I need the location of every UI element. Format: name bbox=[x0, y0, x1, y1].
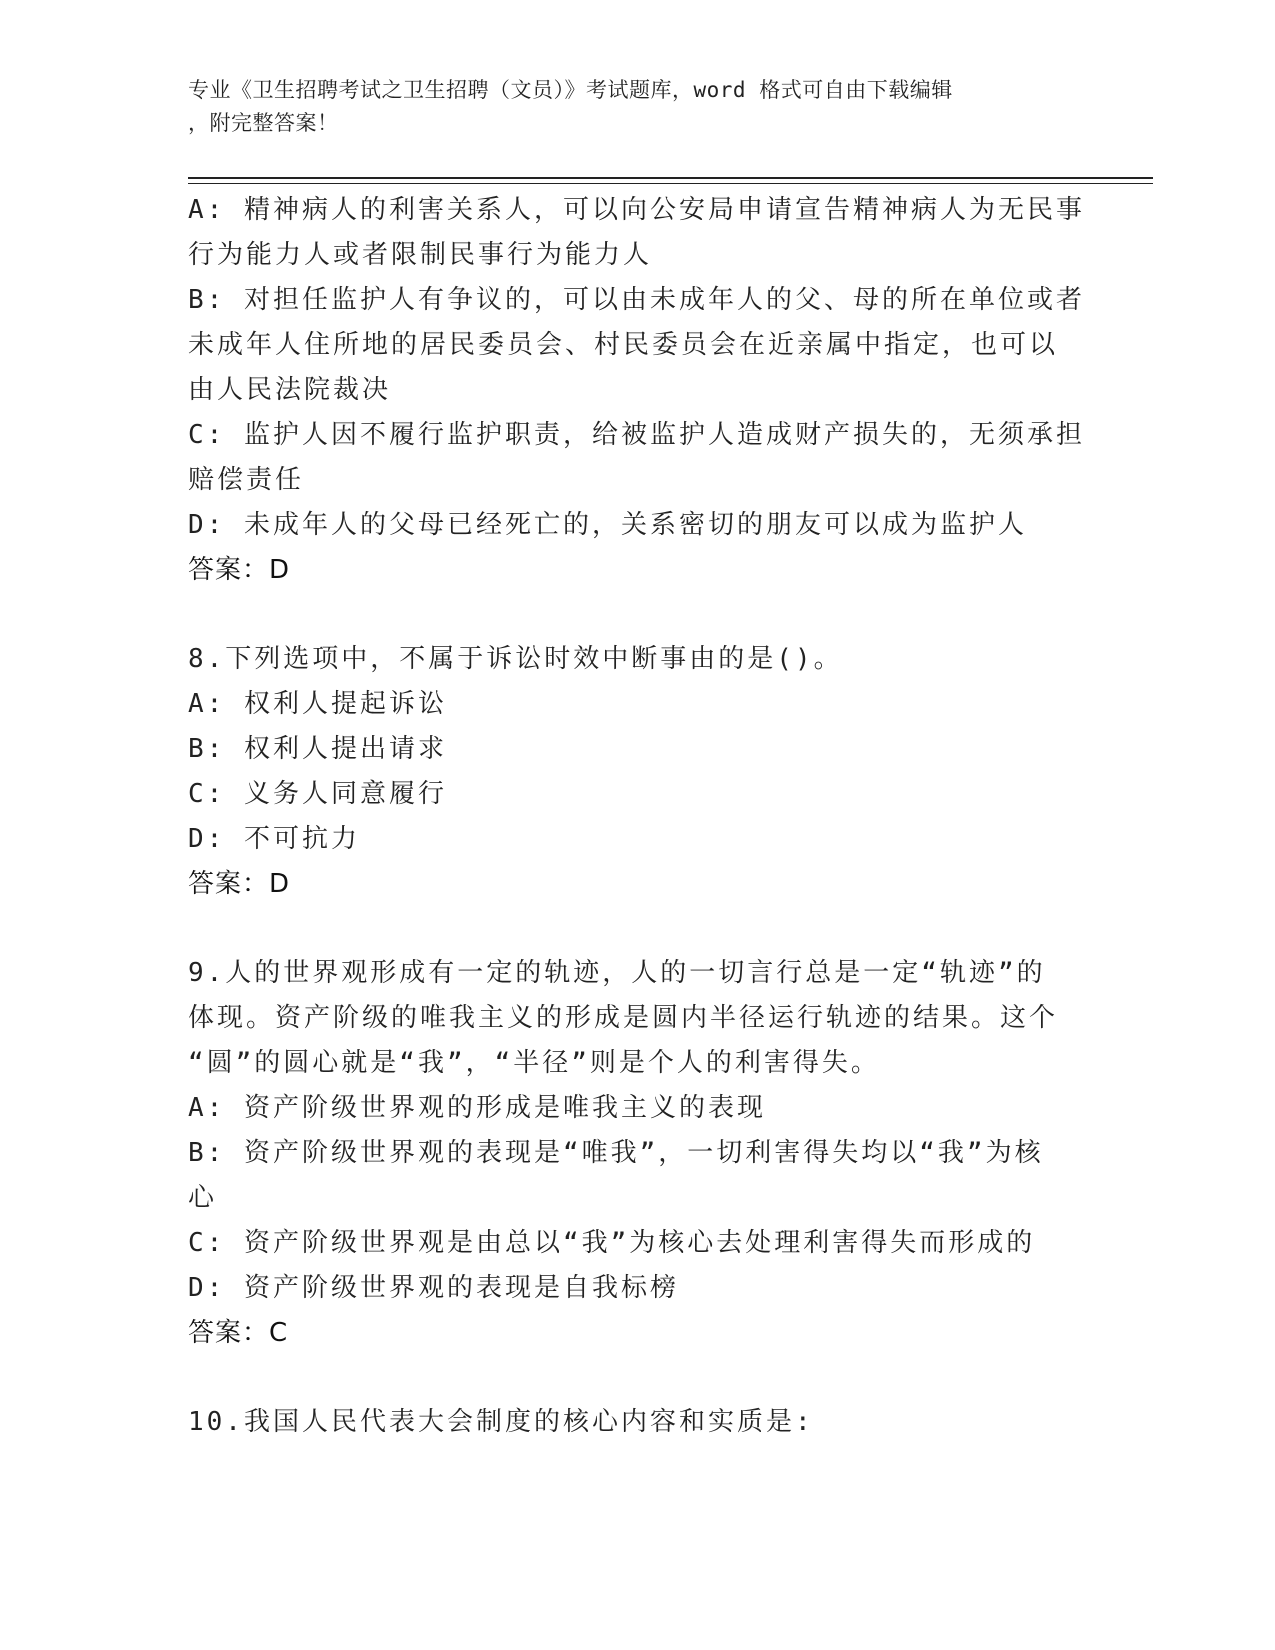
option-d-line-1: D: 未成年人的父母已经死亡的，关系密切的朋友可以成为监护人 bbox=[188, 510, 1027, 540]
question-9-answer: 答案：C bbox=[188, 1318, 289, 1348]
question-8-option-c: C: 义务人同意履行 bbox=[188, 779, 447, 809]
question-9-stem-line-2: 体现。资产阶级的唯我主义的形成是圆内半径运行轨迹的结果。这个 bbox=[188, 1003, 1059, 1033]
option-b-line-2: 未成年人住所地的居民委员会、村民委员会在近亲属中指定，也可以 bbox=[188, 330, 1059, 360]
spacer bbox=[188, 593, 1088, 637]
option-a-line-2: 行为能力人或者限制民事行为能力人 bbox=[188, 240, 653, 270]
question-7-options bbox=[188, 188, 1088, 593]
header-divider-thin bbox=[188, 183, 1153, 184]
option-c-line-2: 赔偿责任 bbox=[188, 465, 305, 495]
answer-label: 答案：D bbox=[188, 555, 291, 585]
question-8-answer: 答案：D bbox=[188, 869, 291, 899]
question-10 bbox=[188, 1400, 1088, 1445]
question-8-option-b: B: 权利人提出请求 bbox=[188, 734, 447, 764]
question-8 bbox=[188, 637, 1088, 907]
option-b-line-3: 由人民法院裁决 bbox=[188, 375, 392, 405]
question-9 bbox=[188, 951, 1088, 1356]
header-line-2: ，附完整答案！ bbox=[188, 111, 339, 135]
question-8-option-d: D: 不可抗力 bbox=[188, 824, 360, 854]
question-9-option-b-line-2: 心 bbox=[188, 1183, 218, 1213]
question-9-option-d: D: 资产阶级世界观的表现是自我标榜 bbox=[188, 1273, 679, 1303]
question-9-option-c: C: 资产阶级世界观是由总以“我”为核心去处理利害得失而形成的 bbox=[188, 1228, 1036, 1258]
spacer bbox=[188, 1356, 1088, 1400]
header-divider-thick bbox=[188, 177, 1153, 179]
question-8-option-a: A: 权利人提起诉讼 bbox=[188, 689, 447, 719]
question-9-stem-line-1: 9.人的世界观形成有一定的轨迹，人的一切言行总是一定“轨迹”的 bbox=[188, 958, 1046, 988]
question-10-stem: 10.我国人民代表大会制度的核心内容和实质是: bbox=[188, 1407, 814, 1437]
question-content bbox=[188, 188, 1088, 1445]
question-9-option-a: A: 资产阶级世界观的形成是唯我主义的表现 bbox=[188, 1093, 766, 1123]
question-9-stem-line-3: “圆”的圆心就是“我”，“半径”则是个人的利害得失。 bbox=[188, 1048, 880, 1078]
document-header bbox=[188, 74, 1068, 140]
spacer bbox=[188, 907, 1088, 951]
question-8-stem: 8.下列选项中，不属于诉讼时效中断事由的是()。 bbox=[188, 644, 843, 674]
option-b-line-1: B: 对担任监护人有争议的，可以由未成年人的父、母的所在单位或者 bbox=[188, 285, 1085, 315]
question-9-option-b-line-1: B: 资产阶级世界观的表现是“唯我”，一切利害得失均以“我”为核 bbox=[188, 1138, 1044, 1168]
header-line-1: 专业《卫生招聘考试之卫生招聘（文员）》考试题库，word 格式可自由下载编辑 bbox=[188, 78, 953, 102]
option-a-line-1: A: 精神病人的利害关系人，可以向公安局申请宣告精神病人为无民事 bbox=[188, 195, 1085, 225]
option-c-line-1: C: 监护人因不履行监护职责，给被监护人造成财产损失的，无须承担 bbox=[188, 420, 1085, 450]
